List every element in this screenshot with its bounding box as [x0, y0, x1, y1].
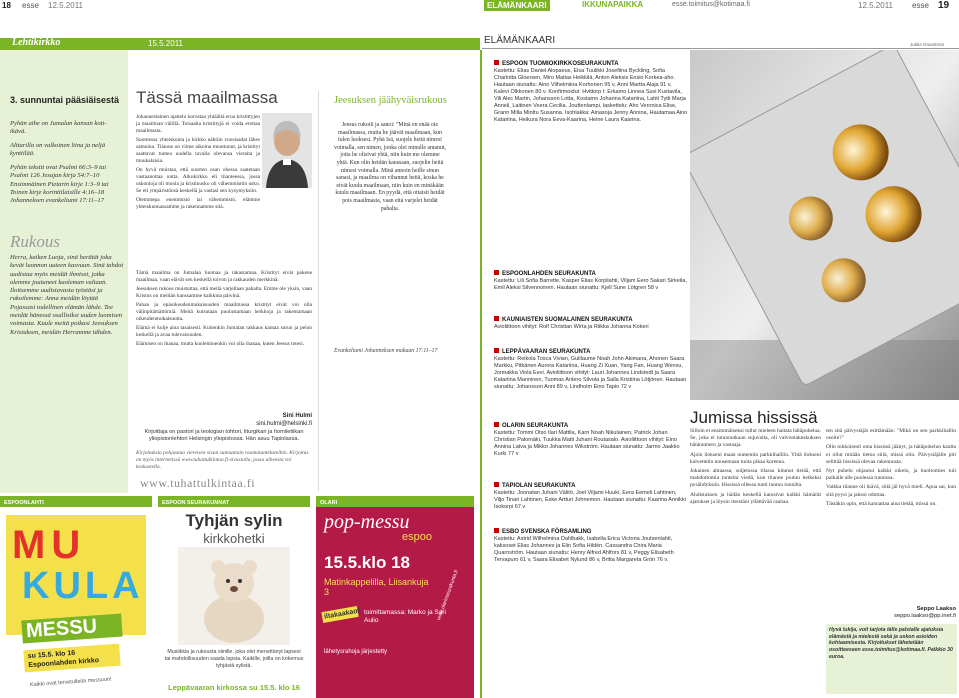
- column-col1: [690, 428, 821, 696]
- ad-place: Espoonlahden kirkko: [28, 657, 100, 670]
- sunday-subtitle: Pyhän aihe on Jumalan kansan koti-ikävä.: [10, 120, 107, 136]
- article-para: Pahan ja epäoikeudenmukaisuuden maailmassa kristityt eivät voi olla välinpitämättömiä. Meitä kutsutaan puolustamaan heikkoja ja rakentamaan oikeudenmukaisuutta.: [136, 302, 312, 322]
- ad-date: Leppävaaran kirkossa su 15.5. klo 16: [168, 683, 300, 692]
- page-header-left: [0, 0, 480, 14]
- article-title: Tässä maailmassa: [136, 88, 278, 107]
- section-bar-right: [482, 35, 959, 49]
- column-author: Seppo Laakso: [916, 606, 956, 612]
- ad-place: Matinkappelilla, Liisankuja 3: [324, 577, 429, 597]
- elevator-photo: [690, 50, 959, 400]
- article-footer: Kirjoituksia pohjautuu viereisen sivun sunnuntain raamatunteksteihin. Kirjoitus on myös internetissä www.tuhattulkintaa.fi-sivustolla, jossa aiheesta voi keskustella.: [136, 450, 309, 470]
- event-section-body: Kastettu: Reikola Tosca Vivian, Guillaume Noah John Akimana, Ahonen Saara Markku, Pitkänen Aurora Katariina, Huang Zi Xuan, Yang Fan, Huang Wenxu, Jormakka Viola Eevi. Avioliittoon vihityt: Lauri Johannes Lindstedt ja Saara Katariina Manninen, Tuomas Antero Silvola ja Salla Kristiina Lötjönen. Hautaan siunattu: Johansson Anni 89 v, Lindholm Eino Tapio 72 v: [494, 356, 687, 390]
- event-section-title: KAUNIAISTEN SUOMALAINEN SEURAKUNTA: [494, 316, 688, 324]
- ad-date: 15.5.klo 18: [324, 553, 411, 572]
- article-para: Jeesuksen rukous muistuttaa, että meitä varjellaan pahalta. Emme ole yksin, vaan Kristus on meidän kanssamme kaikkina päivinä.: [136, 286, 312, 299]
- event-section-title: ESBO SVENSKA FÖRSAMLING: [494, 528, 688, 536]
- column-para: Nyt puhelu ohjautui kaikki oikein, ja huoltomies tuli paikalle alle puolessa tunnissa.: [826, 468, 956, 482]
- section-bar: [0, 38, 480, 50]
- prayer-title: Rukous: [10, 232, 61, 251]
- ad-date: su 15.5. klo 16: [27, 649, 76, 661]
- event-section-body: Kastettu: Lili Sofia Barrette, Kasper Elias Korpilahti, Viljam Eero Sakari Sirkeila, Emil Aleksi Silvennoinen. Hautaan siunattu: Kjell Sune Lötgren 58 v: [494, 278, 687, 291]
- event-section-title: OLARIN SEURAKUNTA: [494, 422, 688, 430]
- column-para: Ahdistuksen ja hädän keskellä katosivat kaikki hämärät ajatukset ja löysin itsestäni yllättävää rauhaa.: [690, 491, 821, 505]
- column-para: Jokainen ahtaassa, suljetussa tilassa kitunut tietää, että mahdottomia tunteita viedä, kun tilanne joutuu hetkeksi pysähdyksiin. Hississä ollessa tunti tuntuu tunnilta.: [690, 468, 821, 489]
- page-number: 19: [938, 0, 950, 11]
- column-title: Jumissa hississä: [690, 408, 818, 427]
- author-email[interactable]: sini.hulmi@helsinki.fi: [256, 421, 312, 427]
- ad-note: lähetysrahoja järjestetty: [324, 649, 388, 655]
- header-email[interactable]: esse.toimitus@kotimaa.fi: [672, 1, 750, 8]
- ad-mukula[interactable]: [0, 496, 152, 698]
- sunday-heading: 3. sunnuntai pääsiäisestä: [10, 95, 120, 105]
- ad-body: Musiikkia ja rukousta siinille, joka olet menettänyt lapsesi tai mahdollisuuden saada lapsia. Kaikille, joilla on kokemus tyhjästä sylistä.: [164, 649, 304, 669]
- column-para: Ajoin ilokseni maan uumeniin parkkihalliin. Yhtä ilokseni kaivettelin nousemaan tuota pikaa koreena.: [690, 451, 821, 465]
- event-section-body: Kastettu: Elias Daniel Alopaeus, Elsa Tuulikki Josefiina Byckling, Sofia Charlotta Gloersen, Miro Matias Heikkilä, Anton Aleksis Ensio Korkea-aho. Hautaan siunattu: Aino Vilhelmiina Korhonen 95 v, Anni Martta Alaja 91 v, Kalevi Olkkonen 80 v. Konfirmoidut: Hvittorp I: Erkamo Linnea Suvi Kustavila, Vili Alec Martin, Johansson Lotta, Kostamo Johanna Katariina, Lahti Tytti Marja Anneli, Laitinen Veera Cecilia. Jouttenlampi, laskettelu: Aho Veronica Elise, Grann Milla Minttu Susanna. Isohlakka: Ainasoja Jenny Annina, Hautamaa Aino Katariina, Heikura Nora Eeva-Kaarina, Heine Laura Kaarina.: [494, 68, 688, 123]
- author-portrait: [262, 113, 312, 188]
- column-para: Vaikka tilanne oli ikävä, siitä jäi hyvä mieli. Apua sai, kun sitä pyysi ja jaksoi odottaa.: [826, 484, 956, 498]
- ad-tag: ESPOONLAHTI: [0, 499, 152, 507]
- article-col2: [136, 270, 312, 412]
- ad-subtitle: espoo: [402, 531, 432, 543]
- event-section-body: Avioliittoon vihityt: Rolf Christian Wirta ja Riikka Johanna Kokeri: [494, 324, 649, 330]
- page-gutter: [480, 50, 482, 698]
- poem-source: Evankeliumi Johanneksen mukaan 17:11–17: [334, 348, 438, 354]
- column-author-email[interactable]: seppo.laakso@pp.inet.fi: [894, 613, 956, 620]
- teddy-bear-image: [178, 547, 290, 645]
- column-para: Silloin ei ensimmäiseksi tullut mieleen haitata hätäpuhelua. Se, joka ei tutunnutkaan sujuvalta, oli valvontakeskuksen hätänumero ja vastaaja.: [690, 428, 821, 449]
- author-bio: Kirjoittaja on pastori ja teologian tohtori, liturgikan ja homiletiikan yliopistonlehtori Helsingin yliopistossa. Hän asuu Tapiolassa.: [144, 429, 304, 442]
- photographer-credit: Jukka Granström: [910, 42, 945, 47]
- poem-text: Jeesus rukoili ja sanoi: "Minä en enää ole maailmassa, mutta he jäävät maailmaan, kun tulen luoksesi. Pyhä Isä, suojele heitä nimesi voimalla, sen nimen, jonka olet minulle antanut, jotta he olisivat yhtä, niin kuin me olemme yhtä. Kun olin heidän kanssaan, suojelin heitä nimesi voimalla. Minä annoin heille sinun sanasi, ja maailma on vihannut heitä, koska he eivät kuulu maailmaan, niin kuin en minäkään kuulu maailmaan. En pyydä, että ottaisit heidät pois maailmasta, vaan että varjelet heidät pahalta.: [334, 122, 446, 212]
- section-tag: ELÄMÄNKAARI: [484, 0, 550, 11]
- altar-note: Alttarilla on valkoinen liina ja neljä kynttilää.: [10, 142, 106, 158]
- section-title: ELÄMÄNKAARI: [484, 35, 556, 46]
- page-number: 18: [2, 1, 11, 10]
- ad-subtitle: kirkkohetki: [203, 531, 265, 546]
- website-link[interactable]: www.tuhattulkintaa.fi: [140, 476, 256, 490]
- poem-title: Jeesuksen jäähyväisrukous: [334, 95, 447, 106]
- article-para: Johanneslainen ajattelu korostaa yhtäältä eroa kristittyjen ja maailman välillä. Toisaalta kristittyjä ei voida erottaa maailmasta.: [136, 114, 260, 134]
- brand: esse: [912, 1, 929, 10]
- ad-word2: KULA: [22, 565, 144, 607]
- section-title: Lehtikirkko: [12, 37, 61, 48]
- article-para: Olemmepa enemmistö tai vähemmistö, elämme yhteiskunnassamme ja rakennamme sitä.: [136, 197, 260, 210]
- ad-tyhjan-sylin[interactable]: [158, 496, 310, 698]
- ad-date-box: [23, 644, 120, 673]
- event-section-title: ESPOON TUOMIOKIRKKOSEURAKUNTA: [494, 60, 688, 68]
- ad-word1: MU: [12, 523, 87, 567]
- column-col2: [826, 428, 956, 598]
- event-section-body: Kastettu: Astrid Wilhelmina Dahlbakk, Isabella Erica Victoria Joutsenlahti, kaksoset Elias Johannes ja Elin Sofia Hildén. Cassandra Chira Maria Quarnström. Hautaan siunattu: Henry Alfred Ahlfors 81 v, Peggy Elisabeth Tervapuro 61 v, Saara Elisabet Nylund 86 v, Britta Margareta Grön 76 v.: [494, 536, 674, 563]
- ad-title: pop-messu: [324, 511, 410, 533]
- column-para: Olin tokkoisesti oma hississä jäänyt, ja hätäpuhelun kautta ei ollut mitään tietoa siitä, missä olin. Päivystäjälle piti selittää hississä olevaa rakennusta.: [826, 444, 956, 465]
- article-para: Elämä ei kulje aina tasaisesti. Kuitenkin Jumalan rakkaus kantaa surun ja pelon keskellä ja avaa tulevaisuuden.: [136, 325, 312, 338]
- event-section-body: Kastettu: Tommi Otso Ilari Mattila, Karri Noah Nikulainen, Patrick Johan Christian Palomäki, Tuukka Matti Juhani Routasalo. Avioliittoon vihityt: Eino Annina Latva ja Mikko Johannes Wikström. Hautaan siunattu: Jarmo Jaakko Kurki 77 v: [494, 430, 680, 457]
- column-divider: [318, 91, 319, 491]
- ad-extra: iltakaakaot: [321, 606, 358, 623]
- article-para: Suomessa yhteiskunta ja kirkko nähtiin vuosisadat lähes samoina. Tilanne on viime aikoina muuttunut, ja kristityt saattavat tuntea uudella tavalla olevansa vieraita ja muukalaisia.: [136, 137, 260, 164]
- ad-tag: ESPOON SEURAKUNNAT: [158, 499, 310, 507]
- event-section-title: LEPPÄVAARAN SEURAKUNTA: [494, 348, 688, 356]
- article-para: Elämisen on ihanaa, mutta kuoleminenkin voi olla ihanaa, kuten Jeesus totesi.: [136, 341, 305, 347]
- sunday-texts: Pyhän tekstit ovat Psalmi 66:3–9 tai Psalmi 126 Jesajan kirja 54:7–10 Ensimmäinen Pietarin kirje 1:3–9 tai Toinen kirje korinttilaisille 4:16–18 Johanneksen evankeliumi 17:11–17: [10, 164, 109, 205]
- sunday-sidebar: [0, 50, 128, 493]
- section-date: 15.5.2011: [148, 39, 183, 48]
- events-list: [494, 58, 688, 692]
- article-para: Tämä maailma on Jumalan luomaa ja rakastamaa. Kristityt eivät pakene maailmaa, vaan elävät sen keskellä toivon ja rakkauden merkkinä.: [136, 270, 312, 283]
- event-section-body: Kastettu: Joonatan Juhani Välitö, Joel Viljami Huuki, Eera Eemeli Lahtinen, Viljo Tinari Lahtinen, Eske Artturi Johnemon. Hautaan siunattu: Kaarina Annikki Isokorpi 67 v: [494, 490, 686, 510]
- ad-title: Tyhjän sylin: [185, 511, 283, 530]
- event-section-title: TAPIOLAN SEURAKUNTA: [494, 482, 688, 490]
- ad-note: Kaikki ovat tervetulleita messuun!: [29, 676, 112, 689]
- ad-website[interactable]: www.olarinseurakunta.fi: [436, 569, 460, 622]
- header-date: 12.5.2011: [48, 1, 83, 10]
- brand: esse: [22, 1, 39, 10]
- column-para: Tästäkin opin, että kannattaa aina tietää, missä on.: [826, 500, 937, 507]
- column-para: ten sitä päivystäjät esittämään: "Mikä on sen parkkihallin osoite?": [826, 428, 956, 442]
- article-para: On hyvä muistaa, että suurten osan ohessa saatetaan vastaanottaa uutta. Alkukirkko eli tilanteessa, jossa uskontoja oli monia ja kristinusko oli vähemmistön usko. Se eli ympäristönsä keskellä ja vastasi sen kysymyksiin.: [136, 167, 260, 194]
- column-signature: [826, 606, 956, 621]
- ad-pop-messu[interactable]: [316, 496, 474, 698]
- ad-tag: OLARI: [316, 499, 474, 507]
- column-info-box: Hyvä lukija, voit tarjota tälle palstalle ajatuksia elämästä ja mielestä sekä ja uskon asioiden kohtaamisesta. Kirjoitukset lähetetään osoitteeseen esse.toimitus@kotimaa.fi. Palkkio 30 euroa.: [826, 624, 957, 694]
- page-header-right: [482, 0, 959, 14]
- author-name: Sini Hulmi: [282, 413, 312, 419]
- event-section-title: ESPOONLAHDEN SEURAKUNTA: [494, 270, 688, 278]
- ad-music: toimittamassa: Marko ja Sari Aulio: [364, 609, 446, 624]
- prayer-text: Herra, kaiken Luoja, sinä herätät joka kevät luonnon uuteen kasvuun. Sinä tahdot uudistaa myös meidät ihmiset, jotka olemme joutuneet kuoleman valtaan. Iloitsemme uudistavasta työstäsi ja rukoilemme: Anna meidän löytää Pojassasi todellinen elämän lähde. Tee meidät hänessä osallisiksi uuden luomisen voimasta. Kuule meitä poikasi Jeesuksen Kristuksen, meidän Herramme tähden.: [10, 254, 124, 336]
- ad-word3: MESSU: [21, 614, 122, 644]
- article-signature: [136, 412, 312, 428]
- section-tag-2: IKKUNAPAIKKA: [582, 0, 644, 9]
- header-date: 12.5.2011: [858, 1, 893, 10]
